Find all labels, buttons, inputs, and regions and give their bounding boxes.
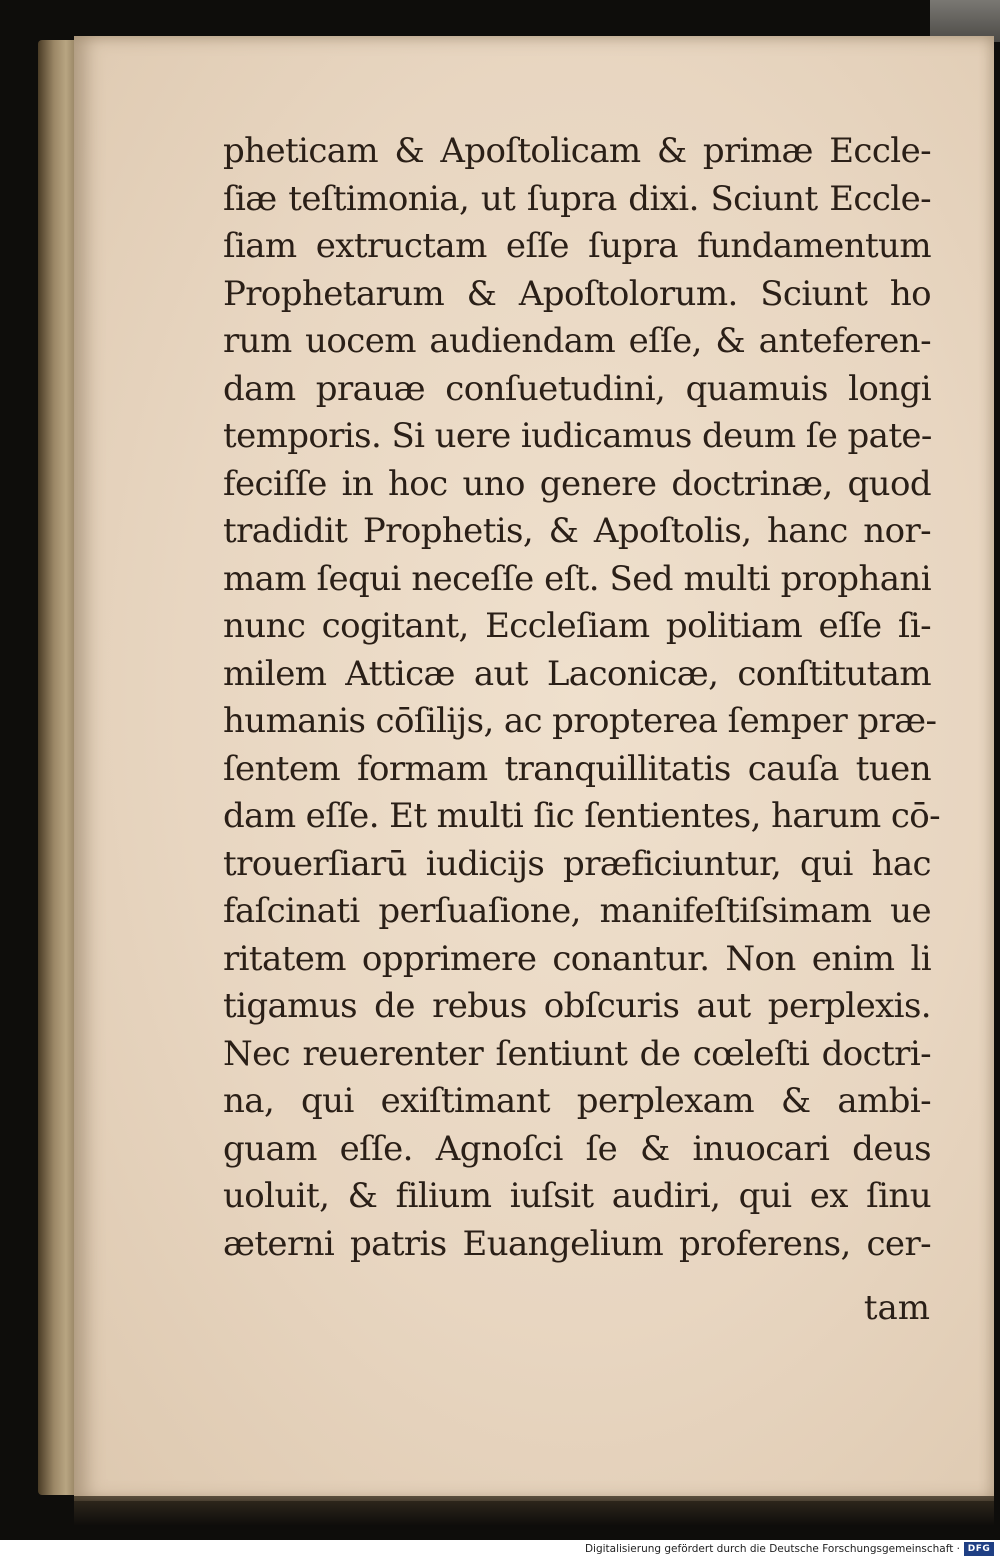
text-line: æterni patris Euangelium proferens, cer- — [223, 1223, 931, 1264]
text-line: nunc cogitant, Eccleſiam politiam eſſe ſi- — [223, 606, 931, 646]
text-line: na, qui exiſtimant perplexam & ambi- — [223, 1081, 931, 1121]
text-line: feciſſe in hoc uno genere doctrinæ, quod — [223, 463, 931, 504]
text-line: mam ſequi neceſſe eſt. Sed multi prophani — [223, 558, 931, 599]
page-text — [223, 128, 941, 1268]
text-line: ſentem formam tranquillitatis cauſa tuen — [223, 748, 931, 789]
page-bottom-shadow — [74, 1496, 994, 1526]
text-line: uoluit, & filium iuſsit audiri, qui ex ſinu — [223, 1176, 931, 1216]
text-line: milem Atticæ aut Laconicæ, conſtitutam — [223, 653, 931, 694]
funding-credit: Digitalisierung gefördert durch die Deutsche Forschungsgemeinschaft · — [584, 1543, 960, 1555]
text-line: ritatem opprimere conantur. Non enim li — [223, 938, 931, 979]
text-line: faſcinati perſuaſione, manifeſtiſsimam ue — [223, 891, 931, 931]
text-line: humanis cōſilijs, ac propterea ſemper præ- — [223, 701, 937, 741]
text-line: dam prauæ conſuetudini, quamuis longi — [223, 368, 931, 409]
text-line: Prophetarum & Apoſtolorum. Sciunt ho — [223, 273, 931, 314]
text-line: ſiæ teſtimonia, ut ſupra dixi. Sciunt Eccle- — [223, 178, 931, 219]
text-line: guam eſſe. Agnoſci ſe & inuocari deus — [223, 1128, 931, 1169]
catchword: tam — [863, 1288, 930, 1328]
text-line: ſiam extructam eſſe ſupra fundamentum — [223, 226, 931, 266]
text-line: trouerſiarū iudicijs præficiuntur, qui hac — [223, 843, 931, 884]
text-line: tigamus de rebus obſcuris aut perplexis. — [223, 986, 931, 1026]
dfg-logo-icon: DFG — [964, 1542, 994, 1556]
text-line: tradidit Prophetis, & Apoſtolis, hanc nor- — [223, 511, 931, 551]
text-line: rum uocem audiendam eſſe, & anteferen- — [223, 321, 931, 361]
text-line: Nec reuerenter ſentiunt de cœleſti doctri- — [223, 1033, 931, 1074]
text-line: dam eſſe. Et multi ſic ſentientes, harum cō- — [223, 796, 941, 836]
book-spine-edge — [38, 40, 78, 1495]
text-line: pheticam & Apoſtolicam & primæ Eccle- — [223, 131, 931, 171]
text-line: temporis. Si uere iudicamus deum ſe pate- — [223, 416, 932, 456]
